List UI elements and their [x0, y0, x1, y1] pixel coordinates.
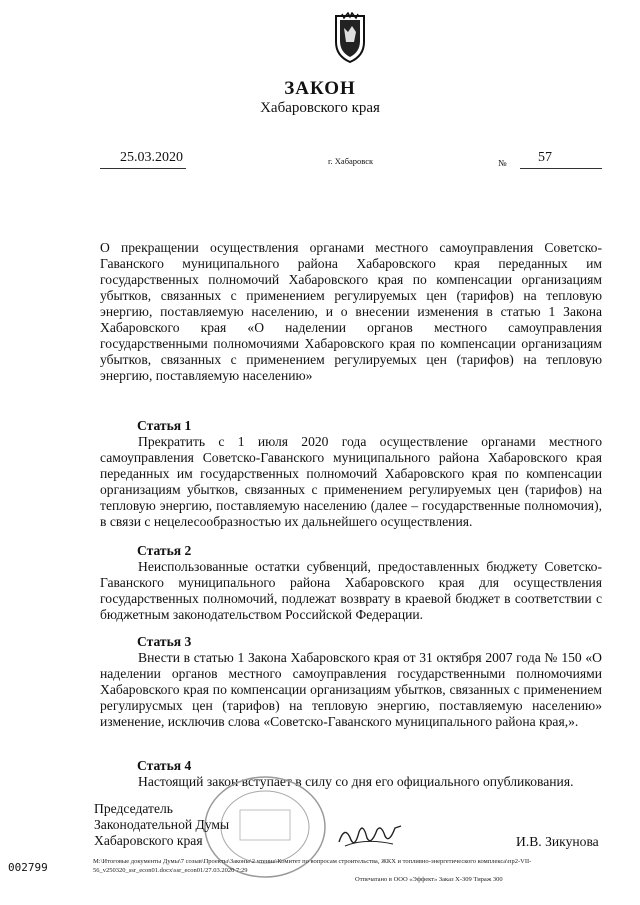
signatory-line-1: Председатель: [94, 801, 173, 816]
article-3-text: Внести в статью 1 Закона Хабаровского края от 31 октября 2007 года № 150 «О наделении органов местного самоуправления государственными полномочиями Хабаровского края по компенсации организациям убытков, связанных с применением регулирусмых цен (тарифов) на тепловую энергию, поставляемую населению» изменение, исключив слова «Советско-Гаванского муниципального района края,».: [100, 650, 602, 729]
document-city: г. Хабаровск: [328, 156, 374, 166]
file-path-footer: M:\Итоговые документы Думы\7 созыв\Проекты\Законы\2 чтение\Комитет по вопросам строительства, ЖКХ и топливно-энергетического комплекса\пр2-VII-56_v250320_ssr_econ01.docx\ssr_econ01/27.03.2020 7:29: [93, 858, 532, 874]
signatory-block: [94, 801, 229, 849]
article-2-text: Неиспользованные остатки субвенций, предоставленных бюджету Советско-Гаванского муниципального района Хабаровского края для осуществления государственных полномочий, подлежат возврату в краевой бюджет в соответствии с бюджетным законодательством Российской Федерации.: [100, 559, 602, 622]
signatory-line-2: Законодательной Думы: [94, 817, 230, 832]
date-underline: [100, 168, 186, 169]
signatory-line-3: Хабаровского края: [94, 833, 203, 848]
coat-of-arms-icon: [328, 12, 372, 64]
article-3-heading: Статья 3: [137, 634, 192, 649]
document-title: ЗАКОН: [284, 78, 356, 99]
article-1-heading: Статья 1: [137, 418, 192, 433]
article-4-text: Настоящий закон вступает в силу со дня его официального опубликования.: [138, 774, 574, 789]
registration-number: 002799: [8, 861, 48, 874]
document-date: 25.03.2020: [120, 150, 183, 165]
handwritten-signature: [335, 818, 405, 852]
preamble-text: О прекращении осуществления органами местного самоуправления Советско-Гаванского муниципального района Хабаровского края переданных им государственных полномочий Хабаровского края по компенсации организациям убытков, связанных с применением регулируемых цен (тарифов) на тепловую энергию, поставляемую населению, и о внесении изменения в статью 1 Закона Хабаровского края «О наделении органов местного самоуправления государственными полномочиями Хабаровского края по компенсации организациям убытков, связанных с применением регулируемых цен (тарифов) на тепловую энергию, поставляемую населению»: [100, 240, 602, 383]
article-1-text: Прекратить с 1 июля 2020 года осуществление органами местного самоуправления Советско-Гаванского муниципального района Хабаровского края переданных им государственных полномочий Хабаровского края по компенсации организациям убытков, связанных с применением регулируемых цен (тарифов) на тепловую энергию, поставляемую населению (далее – государственные полномочия), в связи с нецелесообразностью их дальнейшего осуществления.: [100, 434, 602, 529]
number-sign: №: [498, 158, 507, 168]
document-number: 57: [538, 150, 552, 165]
print-info-footer: Отпечатано в ООО «Эффект» Заказ Х-309 Тираж 300: [355, 876, 503, 883]
article-4-heading: Статья 4: [137, 758, 192, 773]
signatory-name: И.В. Зикунова: [516, 834, 599, 849]
article-2-heading: Статья 2: [137, 543, 192, 558]
number-underline: [520, 168, 602, 169]
document-subtitle: Хабаровского края: [260, 100, 380, 116]
